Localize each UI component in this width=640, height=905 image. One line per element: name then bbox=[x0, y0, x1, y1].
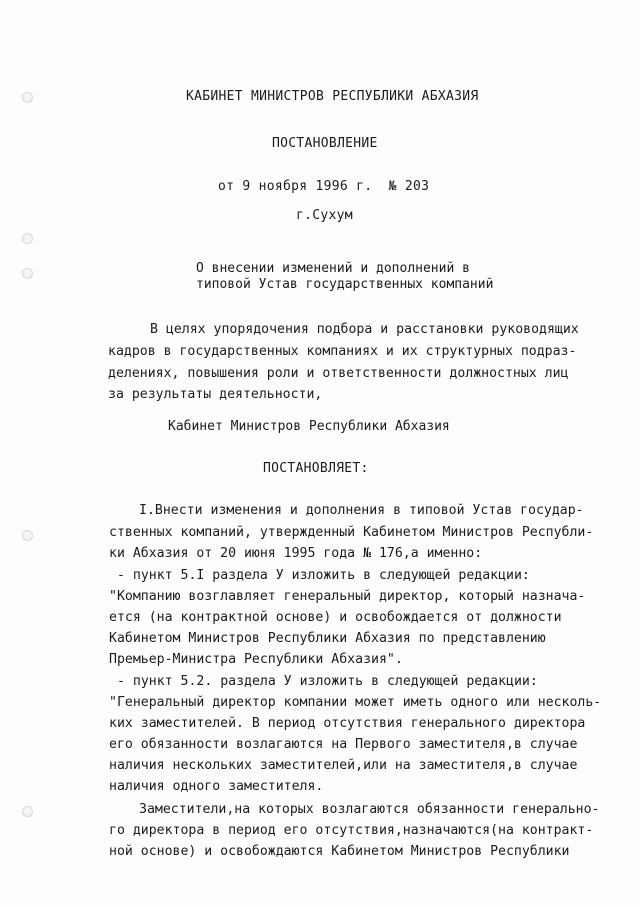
body-line: Кабинетом Министров Республики Абхазия по представлению bbox=[109, 631, 546, 646]
preamble-line: делениях, повышения роли и ответственности должностных лиц bbox=[108, 366, 569, 381]
body-line: ки Абхазия от 20 июня 1995 года № 176,а именно: bbox=[109, 546, 483, 561]
body-line: - пункт 5.2. раздела У изложить в следующей редакции: bbox=[117, 674, 538, 689]
body-line: Премьер-Министра Республики Абхазия". bbox=[109, 652, 403, 667]
body-line: I.Внести изменения и дополнения в типовой Устав государ- bbox=[139, 503, 584, 518]
body-line: ется (на контрактной основе) и освобождается от должности bbox=[109, 610, 562, 625]
body-line: ственных компаний, утвержденный Кабинетом Министров Республи- bbox=[109, 525, 594, 540]
place-of-issue: г.Сухум bbox=[296, 208, 353, 223]
punch-hole-mark bbox=[22, 233, 33, 244]
body-line: "Генеральный директор компании может иметь одного или несколь- bbox=[109, 695, 602, 710]
body-line: Заместители,на которых возлагаются обязанности генерально- bbox=[139, 802, 600, 817]
preamble-line: кадров в государственных компаниях и их структурных подраз- bbox=[108, 344, 577, 359]
decree-word: ПОСТАНОВЛЯЕТ: bbox=[263, 461, 369, 476]
body-line: ной основе) и освобождаются Кабинетом Министров Республики bbox=[109, 844, 570, 859]
subject-line: О внесении изменений и дополнений в bbox=[196, 261, 470, 276]
organization-title: КАБИНЕТ МИНИСТРОВ РЕСПУБЛИКИ АБХАЗИЯ bbox=[186, 89, 479, 104]
document-type: ПОСТАНОВЛЕНИЕ bbox=[272, 136, 378, 151]
body-line: наличия нескольких заместителей,или на заместителя,в случае bbox=[109, 758, 578, 773]
punch-hole-mark bbox=[22, 806, 33, 817]
issuer-line: Кабинет Министров Республики Абхазия bbox=[168, 419, 450, 434]
body-line: его обязанности возлагаются на Первого заместителя,в случае bbox=[109, 737, 578, 752]
preamble-line: В целях упорядочения подбора и расстановки руководящих bbox=[150, 322, 579, 337]
body-line: го директора в период его отсутствия,назначаются(на контракт- bbox=[109, 823, 594, 838]
punch-hole-mark bbox=[22, 530, 33, 541]
body-line: ких заместителей. В период отсутствия генерального директора bbox=[109, 716, 586, 731]
subject-line: типовой Устав государственных компаний bbox=[196, 277, 494, 292]
punch-hole-mark bbox=[22, 92, 33, 103]
body-line: наличия одного заместителя. bbox=[109, 779, 324, 794]
date-and-number: от 9 ноября 1996 г. № 203 bbox=[218, 179, 430, 194]
body-line: "Компанию возглавляет генеральный директор, который назнача- bbox=[109, 589, 586, 604]
preamble-line: за результаты деятельности, bbox=[108, 387, 323, 402]
body-line: - пункт 5.I раздела У изложить в следующей редакции: bbox=[117, 568, 530, 583]
punch-hole-mark bbox=[22, 268, 33, 279]
